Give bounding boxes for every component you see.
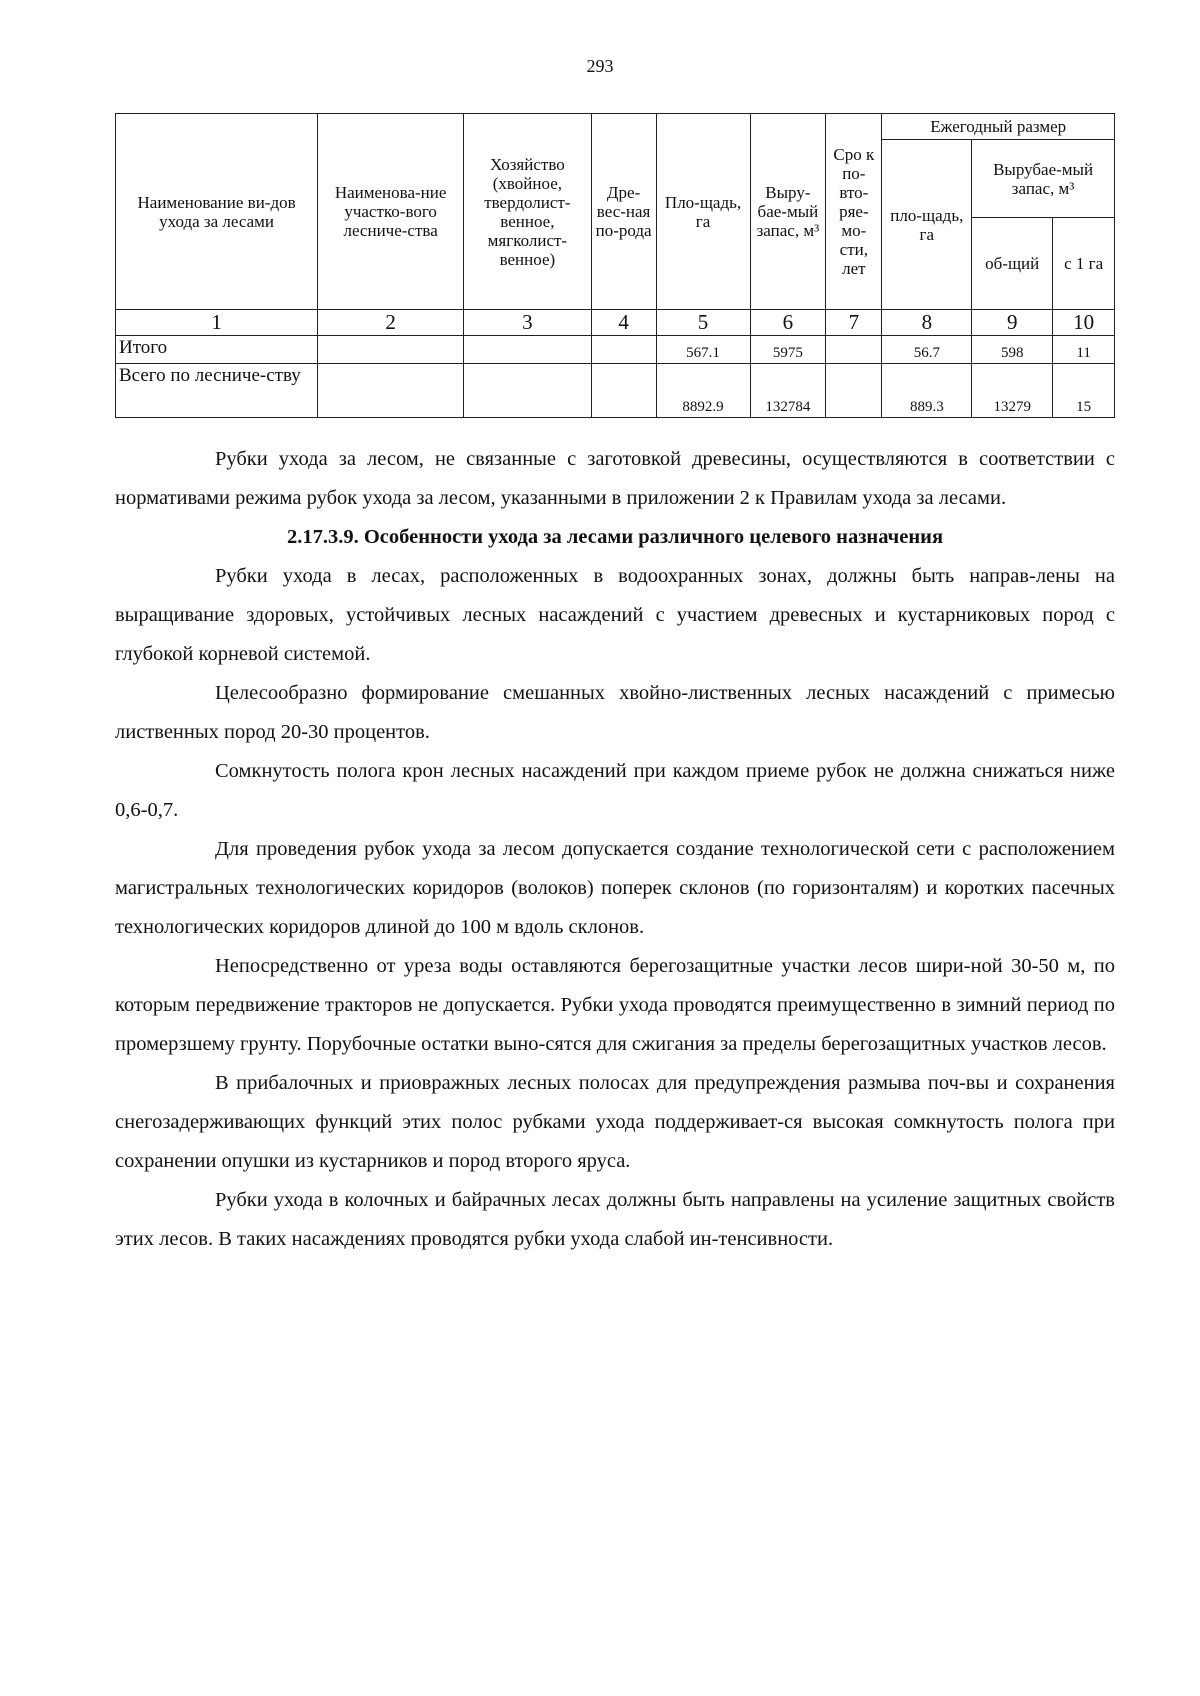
paragraph: Непосредственно от уреза воды оставляются берегозащитные участки лесов шири-ной 30-50 м, по которым передвижение тракторов не допускается. Рубки ухода проводятся преимущественно в зимний период по промерзшему грунту. Порубочные остатки выно-сятся для сжигания за пределы берегозащитных участков лесов. <box>115 955 1115 1055</box>
cell-district <box>318 336 464 364</box>
cell-species <box>591 336 656 364</box>
header-volume: Выру-бае-мый запас, м³ <box>750 114 826 310</box>
cell-area: 8892.9 <box>656 364 750 418</box>
header-repeat-period: Сро к по-вто-ряе-мо-сти, лет <box>826 114 882 310</box>
header-economy: Хозяйство (хвойное, твердолист-венное, мягколист-венное) <box>464 114 592 310</box>
header-volume-per-ha: с 1 га <box>1053 218 1115 310</box>
table-row-total <box>116 336 1115 364</box>
cell-volume-per-ha: 15 <box>1053 364 1115 418</box>
header-annual-size: Ежегодный размер <box>882 114 1115 140</box>
paragraph: Сомкнутость полога крон лесных насаждений при каждом приеме рубок не должна снижаться ниже 0,6-0,7. <box>115 760 1115 821</box>
cell-economy <box>464 364 592 418</box>
page-number: 293 <box>586 56 614 76</box>
header-volume-total: об-щий <box>972 218 1053 310</box>
paragraph: Целесообразно формирование смешанных хвойно-лиственных лесных насаждений с примесью лиственных пород 20-30 процентов. <box>115 682 1115 743</box>
cell-economy <box>464 336 592 364</box>
paragraph: Рубки ухода в лесах, расположенных в водоохранных зонах, должны быть направ-лены на выращивание здоровых, устойчивых лесных насаждений с участием древесных и кустарниковых пород с глубокой корневой системой. <box>115 565 1115 665</box>
header-care-type: Наименование ви-дов ухода за лесами <box>116 114 318 310</box>
header-district: Наименова-ние участко-вого лесниче-ства <box>318 114 464 310</box>
cell-volume: 132784 <box>750 364 826 418</box>
column-number: 10 <box>1053 310 1115 336</box>
paragraph: В прибалочных и приовражных лесных полосах для предупреждения размыва поч-вы и сохранения снегозадерживающих функций этих полос рубками ухода поддерживает-ся высокая сомкнутость полога при сохранении опушки из кустарников и пород второго яруса. <box>115 1072 1115 1172</box>
column-number: 8 <box>882 310 972 336</box>
header-species: Дре-вес-ная по-рода <box>591 114 656 310</box>
cell-annual-area: 889.3 <box>882 364 972 418</box>
header-annual-area: пло-щадь, га <box>882 140 972 310</box>
body-text <box>115 440 1115 1259</box>
cell-volume-per-ha: 11 <box>1053 336 1115 364</box>
section-heading: 2.17.3.9. Особенности ухода за лесами различного целевого назначения <box>286 526 944 548</box>
column-number: 3 <box>464 310 592 336</box>
header-annual-volume: Вырубае-мый запас, м³ <box>972 140 1115 218</box>
column-number: 9 <box>972 310 1053 336</box>
column-number: 5 <box>656 310 750 336</box>
cell-annual-area: 56.7 <box>882 336 972 364</box>
cell-repeat-period <box>826 364 882 418</box>
header-area: Пло-щадь, га <box>656 114 750 310</box>
column-number: 2 <box>318 310 464 336</box>
cell-species <box>591 364 656 418</box>
table-row-grand-total <box>116 364 1115 418</box>
column-number: 1 <box>116 310 318 336</box>
column-number: 7 <box>826 310 882 336</box>
column-number: 4 <box>591 310 656 336</box>
paragraph: Рубки ухода за лесом, не связанные с заготовкой древесины, осуществляются в соответствии с нормативами режима рубок ухода за лесом, указанными в приложении 2 к Правилам ухода за лесами. <box>115 448 1115 509</box>
cell-district <box>318 364 464 418</box>
row-label: Итого <box>116 336 318 364</box>
cell-volume-total: 13279 <box>972 364 1053 418</box>
column-number: 6 <box>750 310 826 336</box>
cell-repeat-period <box>826 336 882 364</box>
paragraph: Рубки ухода в колочных и байрачных лесах должны быть направлены на усиление защитных свойств этих лесов. В таких насаждениях проводятся рубки ухода слабой ин-тенсивности. <box>115 1189 1115 1250</box>
cell-volume-total: 598 <box>972 336 1053 364</box>
row-label: Всего по лесниче-ству <box>116 364 318 418</box>
cell-volume: 5975 <box>750 336 826 364</box>
paragraph: Для проведения рубок ухода за лесом допускается создание технологической сети с расположением магистральных технологических коридоров (волоков) поперек склонов (по горизонталям) и коротких пасечных технологических коридоров длиной до 100 м вдоль склонов. <box>115 838 1115 938</box>
cell-area: 567.1 <box>656 336 750 364</box>
forest-care-table <box>115 113 1115 418</box>
